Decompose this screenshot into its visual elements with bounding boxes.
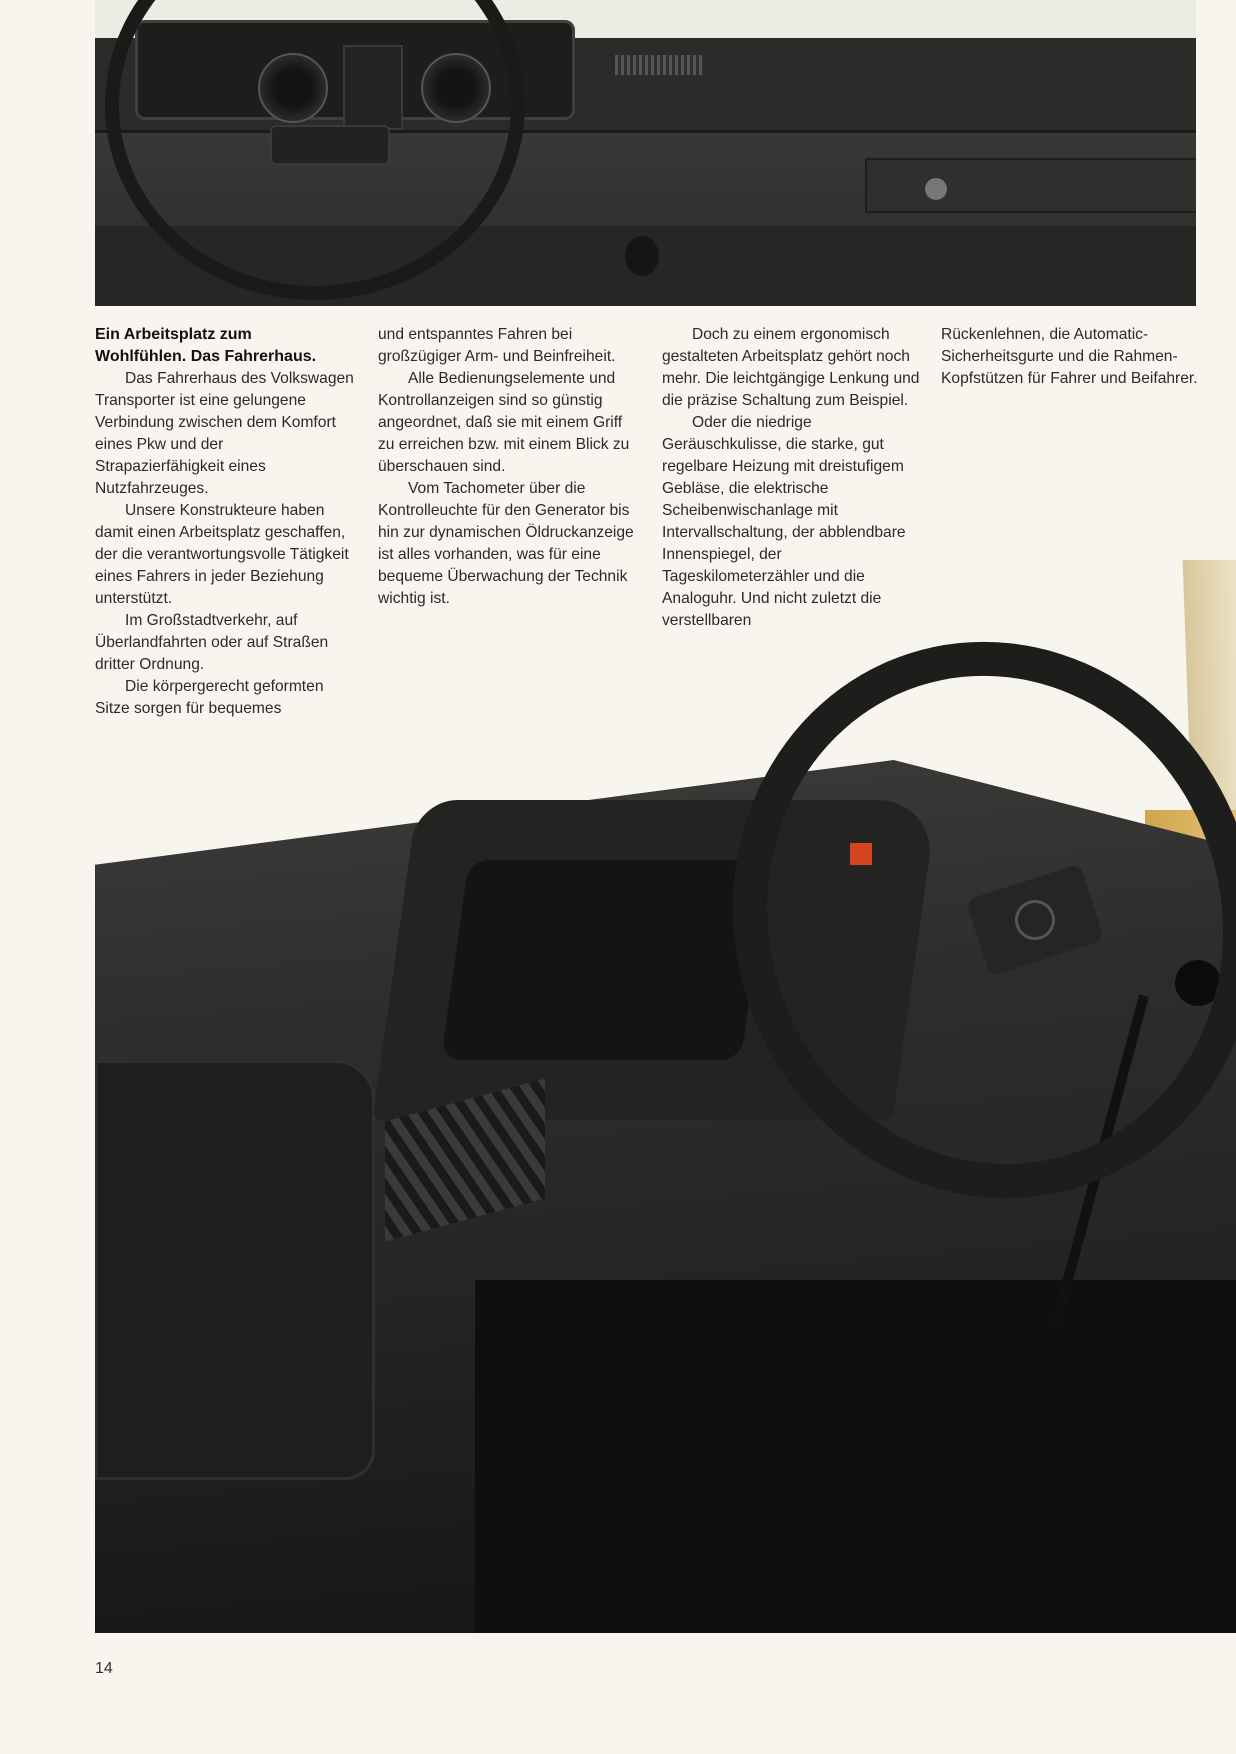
paragraph: Oder die niedrige Geräuschkulisse, die starke, gut regelbare Heizung mit dreistufigem Gebläse, die elektrische Scheibenwischanlage mit Intervallschaltung, der abblendbare Innenspiegel, der Tageskilometerzähler und die Analoguhr. Und nicht zuletzt die verstellbaren (662, 414, 906, 629)
paragraph: Im Großstadtverkehr, auf Überlandfahrten oder auf Straßen dritter Ordnung. (95, 612, 329, 673)
dashboard-cockpit-photo (95, 560, 1236, 1633)
paragraph: Rückenlehnen, die Automatic-Sicherheitsgurte und die Rahmen-Kopfstützen für Fahrer und Beifahrer. (941, 326, 1198, 387)
dashboard-overview-photo (95, 0, 1196, 306)
text-column-3 (662, 324, 922, 632)
text-column-2 (378, 324, 638, 610)
paragraph: Das Fahrerhaus des Volkswagen Transporter ist eine gelungene Verbindung zwischen dem Komfort eines Pkw und der Strapazierfähigkeit eines Nutzfahrzeuges. (95, 370, 354, 497)
paragraph: Doch zu einem ergonomisch gestalteten Arbeitsplatz gehört noch mehr. Die leichtgängige Lenkung und die präzise Schaltung zum Beispiel. (662, 326, 920, 409)
paragraph: Vom Tachometer über die Kontrolleuchte für den Generator bis hin zur dynamischen Öldruckanzeige ist alles vorhanden, was für eine bequeme Überwachung der Technik wichtig ist. (378, 480, 634, 607)
glovebox (865, 158, 1196, 213)
article-heading: Ein Arbeitsplatz zum Wohlfühlen. Das Fahrerhaus. (95, 326, 317, 365)
paragraph: Die körpergerecht geformten Sitze sorgen für bequemes (95, 678, 324, 717)
vw-logo-icon (1010, 895, 1060, 945)
steering-hub (270, 125, 390, 165)
instrument-recess (441, 860, 769, 1060)
paragraph: Alle Bedienungselemente und Kontrollanzeigen sind so günstig angeordnet, daß sie mit einem Griff zu erreichen bzw. mit einem Blick zu überschauen sind. (378, 370, 630, 475)
footwell (475, 1280, 1236, 1633)
dashboard-side-panel (95, 1060, 375, 1480)
glovebox-lock (925, 178, 947, 200)
gear-knob (625, 236, 659, 276)
paragraph: Unsere Konstrukteure haben damit einen Arbeitsplatz geschaffen, der die verantwortungsvolle Tätigkeit eines Fahrers in jeder Beziehung unterstützt. (95, 502, 349, 607)
page-number: 14 (95, 1660, 113, 1677)
paragraph: und entspanntes Fahren bei großzügiger Arm- und Beinfreiheit. (378, 326, 616, 365)
text-column-4 (941, 324, 1201, 390)
text-column-1 (95, 324, 355, 720)
defroster-vent (615, 55, 705, 75)
